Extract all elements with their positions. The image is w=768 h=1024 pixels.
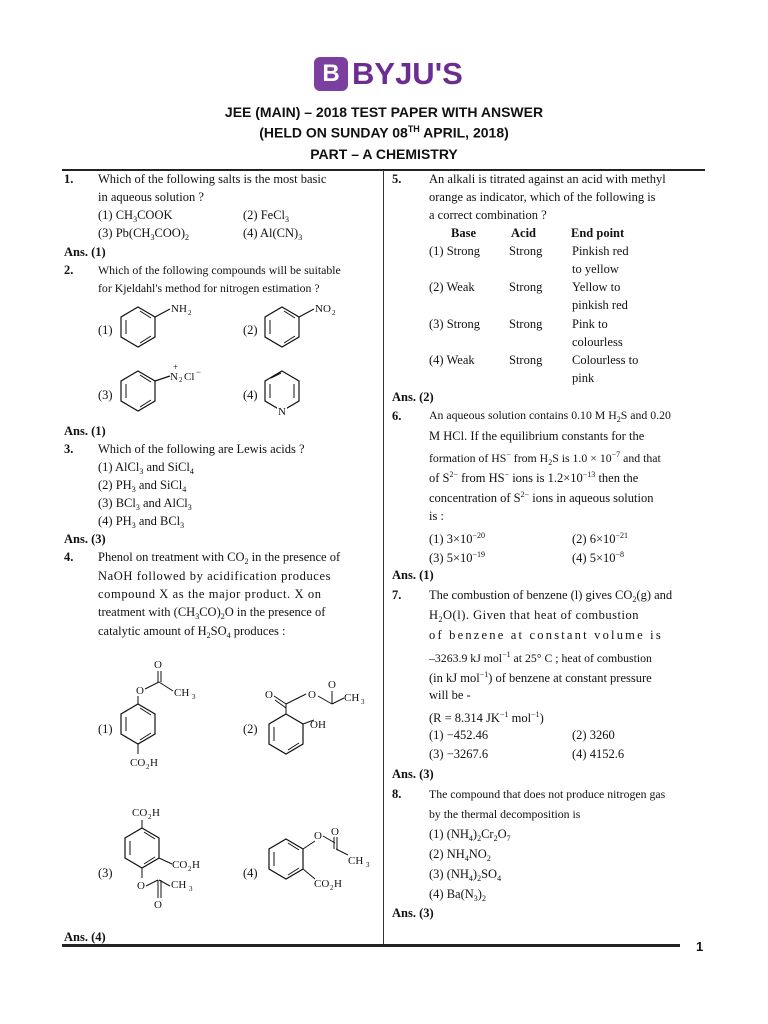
q1-text-1: Which of the following salts is the most basic xyxy=(98,172,327,186)
svg-text:H: H xyxy=(192,859,200,871)
q4-option-4-structure xyxy=(262,825,382,905)
q1-answer: Ans. (1) xyxy=(64,245,106,259)
q1-option-2: (2) FeCl$_3$ xyxy=(243,208,290,224)
q6-text-1: An aqueous solution contains 0.10 M $H_2S$ and 0.20 xyxy=(429,408,671,424)
nitrobenzene-structure xyxy=(262,302,342,352)
q3-answer: Ans. (3) xyxy=(64,532,106,546)
q5-row-4-acid: Strong xyxy=(509,353,543,367)
svg-text:2: 2 xyxy=(330,884,334,892)
q2-text-2: for Kjeldahl's method for nitrogen estimation ? xyxy=(98,281,320,295)
svg-text:CO: CO xyxy=(314,878,330,890)
q8-option-3: (3) $(NH_4)_2SO_4$ xyxy=(429,867,502,883)
q1-text-2: in aqueous solution ? xyxy=(98,190,204,204)
svg-text:OH: OH xyxy=(310,719,326,731)
q7-option-3: (3) −3267.6 xyxy=(429,747,489,761)
svg-text:O: O xyxy=(137,880,145,892)
q5-row-1-base: (1) Strong xyxy=(429,244,481,258)
q3-option-1: (1) AlCl$_3$ and SiCl$_4$ xyxy=(98,460,194,476)
svg-text:O: O xyxy=(308,689,316,701)
svg-text:CO: CO xyxy=(172,859,188,871)
svg-text:O: O xyxy=(314,830,322,842)
q7-text-6: will be - xyxy=(429,688,471,702)
svg-text:+: + xyxy=(173,362,179,372)
q5-row-4-base: (4) Weak xyxy=(429,353,475,367)
svg-text:2: 2 xyxy=(332,309,336,317)
q5-answer: Ans. (2) xyxy=(392,390,434,404)
column-divider xyxy=(383,170,384,946)
q8-text-1: The compound that does not produce nitrogen gas xyxy=(429,787,666,801)
svg-text:CH: CH xyxy=(174,687,190,699)
logo-text: BYJU'S xyxy=(352,56,463,91)
section-title: PART – A CHEMISTRY xyxy=(310,146,458,162)
q3-option-2: (2) $PH_3$ and SiCl$_4$ xyxy=(98,478,187,494)
q4-option-3-label: (3) xyxy=(98,866,113,880)
q4-text-2: NaOH followed by acidification produces xyxy=(98,569,332,583)
q5-number: 5. xyxy=(392,172,402,186)
q5-row-1-acid: Strong xyxy=(509,244,543,258)
q8-number: 8. xyxy=(392,787,402,801)
svg-text:O: O xyxy=(265,689,273,701)
q2-number: 2. xyxy=(64,263,74,277)
q1-option-4: (4) $Al(CN)_3$ xyxy=(243,226,303,242)
q5-header-endpoint: End point xyxy=(571,226,625,240)
q2-option-4-label: (4) xyxy=(243,388,258,402)
q6-option-2: (2) $6\times 10^{-21}$ xyxy=(572,531,629,547)
svg-text:H: H xyxy=(152,807,160,819)
q5-row-3-end-1: Pink to xyxy=(572,317,608,331)
q4-text-3: compound X as the major product. X on xyxy=(98,587,322,601)
q5-row-2-end-1: Yellow to xyxy=(572,280,621,294)
q5-row-2-acid: Strong xyxy=(509,280,543,294)
q8-text-2: by the thermal decomposition is xyxy=(429,807,581,821)
q5-row-1-end-2: to yellow xyxy=(572,262,619,276)
svg-text:2: 2 xyxy=(148,813,152,821)
logo-badge xyxy=(314,57,348,91)
q6-option-1: (1) $3\times 10^{-20}$ xyxy=(429,531,486,547)
q5-text-1: An alkali is titrated against an acid with methyl xyxy=(429,172,666,186)
svg-text:−: − xyxy=(196,367,202,377)
aniline-structure xyxy=(118,302,192,352)
q4-option-3-structure xyxy=(118,802,218,922)
svg-text:NO: NO xyxy=(315,303,331,315)
svg-text:2: 2 xyxy=(179,376,183,384)
paper-date: (HELD ON SUNDAY 08TH APRIL, 2018) xyxy=(259,124,509,141)
q4-number: 4. xyxy=(64,550,74,564)
q5-text-2: orange as indicator, which of the following is xyxy=(429,190,656,204)
q7-number: 7. xyxy=(392,588,402,602)
svg-text:H: H xyxy=(334,878,342,890)
q8-option-4: (4) $Ba(N_3)_2$ xyxy=(429,887,486,903)
svg-text:CO: CO xyxy=(130,757,146,769)
q6-option-3: (3) $5\times 10^{-19}$ xyxy=(429,550,486,566)
q6-text-3: formation of HS− from $H_2S$ is $1.0 \times 10^{-7}$ and that xyxy=(429,450,661,467)
svg-text:3: 3 xyxy=(189,885,193,893)
q7-answer: Ans. (3) xyxy=(392,767,434,781)
q7-text-3: of benzene at constant volume is xyxy=(429,628,663,642)
q6-text-5: concentration of $S^{2-}$ ions in aqueous solution xyxy=(429,490,654,506)
q5-row-4-end-1: Colourless to xyxy=(572,353,639,367)
q8-option-2: (2) $NH_4NO_2$ xyxy=(429,847,491,863)
svg-text:2: 2 xyxy=(188,309,192,317)
q7-text-7: (R = 8.314 $JK^{-1}$ mol$^{-1}$) xyxy=(429,710,544,726)
q2-option-1-label: (1) xyxy=(98,323,113,337)
q4-text-1: Phenol on treatment with $CO_2$ in the presence of xyxy=(98,550,341,566)
q7-text-1: The combustion of benzene (l) gives $CO_2(g)$ and xyxy=(429,588,673,604)
svg-text:CH: CH xyxy=(348,855,364,867)
q7-text-2: $H_2O(l)$. Given that heat of combustion xyxy=(429,608,639,624)
svg-text:3: 3 xyxy=(361,698,365,706)
svg-text:CO: CO xyxy=(132,807,148,819)
page-number: 1 xyxy=(696,939,704,954)
q4-answer: Ans. (4) xyxy=(64,930,106,944)
svg-text:O: O xyxy=(154,659,162,671)
svg-text:O: O xyxy=(136,685,144,697)
q7-option-1: (1) −452.46 xyxy=(429,728,489,742)
q5-row-2-end-2: pinkish red xyxy=(572,298,628,312)
q6-option-4: (4) $5\times 10^{-8}$ xyxy=(572,550,625,566)
byjus-logo xyxy=(314,56,463,92)
q3-text-1: Which of the following are Lewis acids ? xyxy=(98,442,305,456)
q5-row-1-end-1: Pinkish red xyxy=(572,244,629,258)
q1-option-3: (3) $Pb(CH_3COO)_2$ xyxy=(98,226,189,242)
q7-option-4: (4) 4152.6 xyxy=(572,747,625,761)
q7-text-5: (in kJ mol$^{-1}$) of benzene at constant pressure xyxy=(429,670,652,686)
q6-text-6: is : xyxy=(429,509,444,523)
q4-option-4-label: (4) xyxy=(243,866,258,880)
svg-text:H: H xyxy=(150,757,158,769)
q5-row-3-end-2: colourless xyxy=(572,335,623,349)
svg-text:Cl: Cl xyxy=(184,371,195,383)
pyridine-structure xyxy=(262,366,312,416)
q6-text-4: of $S^{2-}$ from HS− ions is $1.2\times 10^{-13}$ then the xyxy=(429,470,639,486)
q5-row-2-base: (2) Weak xyxy=(429,280,475,294)
q6-number: 6. xyxy=(392,409,402,423)
logo-letter: B xyxy=(322,60,340,87)
bottom-rule xyxy=(62,944,680,947)
svg-text:CH: CH xyxy=(171,879,187,891)
q2-option-2-label: (2) xyxy=(243,323,258,337)
svg-text:CH: CH xyxy=(344,692,360,704)
svg-text:NH: NH xyxy=(171,303,187,315)
svg-text:O: O xyxy=(154,899,162,911)
svg-text:2: 2 xyxy=(146,763,150,771)
q1-option-1: (1) $CH_3COOK$ xyxy=(98,208,173,224)
q2-option-3-label: (3) xyxy=(98,388,113,402)
q8-answer: Ans. (3) xyxy=(392,906,434,920)
q3-option-3: (3) BCl$_3$ and AlCl$_3$ xyxy=(98,496,192,512)
q3-option-4: (4) $PH_3$ and BCl$_3$ xyxy=(98,514,185,530)
svg-text:3: 3 xyxy=(192,693,196,701)
q4-option-1-structure xyxy=(118,658,208,771)
q5-header-acid: Acid xyxy=(511,226,536,240)
svg-text:O: O xyxy=(328,679,336,691)
q2-text-1: Which of the following compounds will be suitable xyxy=(98,263,341,277)
q4-option-2-structure xyxy=(262,679,365,760)
q3-number: 3. xyxy=(64,442,74,456)
q5-text-3: a correct combination ? xyxy=(429,208,547,222)
q5-row-3-base: (3) Strong xyxy=(429,317,481,331)
svg-text:N: N xyxy=(278,406,286,418)
q6-answer: Ans. (1) xyxy=(392,568,434,582)
q7-option-2: (2) 3260 xyxy=(572,728,615,742)
q5-row-3-acid: Strong xyxy=(509,317,543,331)
paper-title: JEE (MAIN) – 2018 TEST PAPER WITH ANSWER xyxy=(224,104,544,120)
q4-text-5: catalytic amount of $H_2SO_4$ produces : xyxy=(98,624,286,640)
svg-text:O: O xyxy=(331,826,339,838)
svg-text:2: 2 xyxy=(188,865,192,873)
q4-text-4: treatment with $(CH_3CO)_2O$ in the presence of xyxy=(98,605,326,621)
svg-text:N: N xyxy=(170,371,178,383)
q4-option-1-label: (1) xyxy=(98,722,113,736)
q5-header-base: Base xyxy=(451,226,476,240)
q5-row-4-end-2: pink xyxy=(572,371,595,385)
q8-option-1: (1) $(NH_4)_2Cr_2O_7$ xyxy=(429,827,511,843)
q2-answer: Ans. (1) xyxy=(64,424,106,438)
q6-text-2: M HCl. If the equilibrium constants for the xyxy=(429,429,645,443)
svg-text:3: 3 xyxy=(366,861,370,869)
q7-text-4: –3263.9 kJ mol$^{-1}$ at 25° C ; heat of combustion xyxy=(429,650,652,665)
q1-number: 1. xyxy=(64,172,74,186)
diazonium-structure xyxy=(118,362,208,416)
q4-option-2-label: (2) xyxy=(243,722,258,736)
